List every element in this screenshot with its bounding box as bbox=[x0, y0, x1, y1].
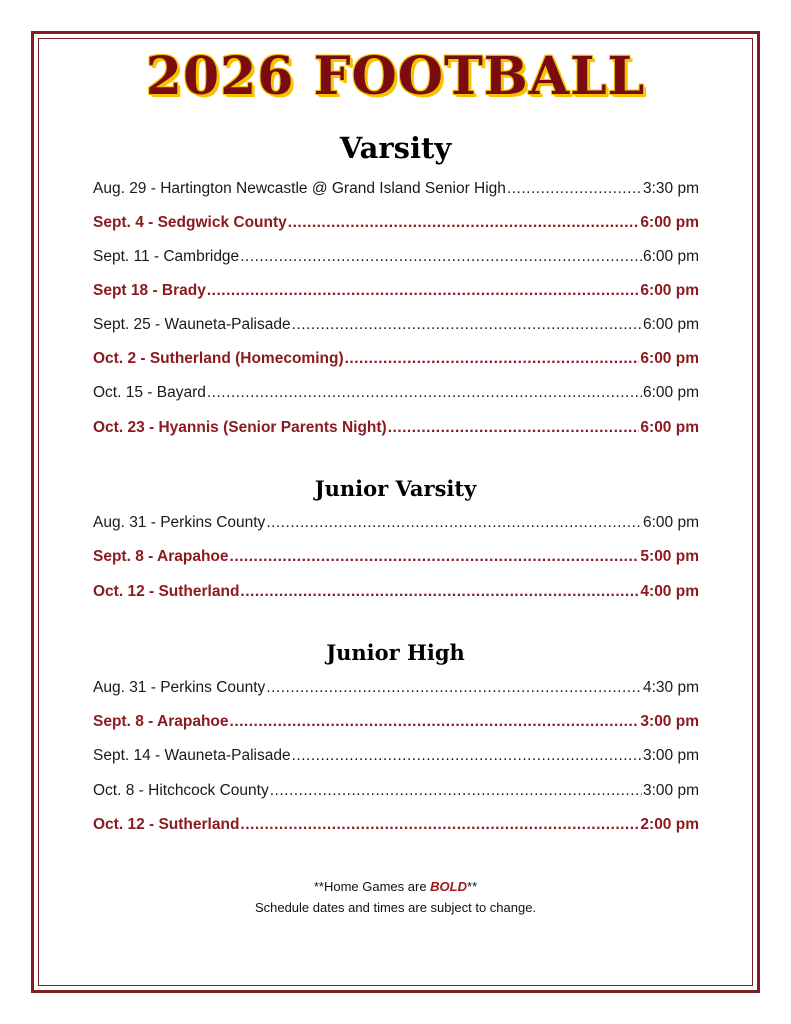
game-time: 3:30 pm bbox=[642, 180, 699, 197]
game-row bbox=[93, 583, 699, 605]
game-time: 4:00 pm bbox=[640, 583, 699, 600]
game-row bbox=[93, 248, 699, 270]
game-time: 2:00 pm bbox=[640, 816, 699, 833]
game-time: 6:00 pm bbox=[642, 514, 699, 531]
home-games-note bbox=[0, 879, 791, 894]
section-heading-junior-high: Junior High bbox=[326, 640, 465, 665]
game-label: Sept. 4 - Sedgwick County bbox=[93, 214, 287, 231]
section-heading-varsity: Varsity bbox=[339, 131, 452, 165]
game-time: 6:00 pm bbox=[642, 384, 699, 401]
game-row bbox=[93, 816, 699, 838]
game-label: Sept. 8 - Arapahoe bbox=[93, 713, 229, 730]
game-row bbox=[93, 514, 699, 536]
game-row bbox=[93, 350, 699, 372]
game-label: Sept 18 - Brady bbox=[93, 282, 206, 299]
game-row bbox=[93, 384, 699, 406]
game-row bbox=[93, 180, 699, 202]
game-label: Sept. 8 - Arapahoe bbox=[93, 548, 229, 565]
game-time: 6:00 pm bbox=[642, 316, 699, 333]
game-label: Oct. 8 - Hitchcock County bbox=[93, 782, 269, 799]
game-label: Oct. 12 - Sutherland bbox=[93, 816, 240, 833]
game-row bbox=[93, 782, 699, 804]
game-time: 4:30 pm bbox=[642, 679, 699, 696]
game-label: Oct. 15 - Bayard bbox=[93, 384, 206, 401]
game-time: 3:00 pm bbox=[640, 713, 699, 730]
game-label: Sept. 11 - Cambridge bbox=[93, 248, 240, 265]
game-row bbox=[93, 713, 699, 735]
game-label: Sept. 25 - Wauneta-Palisade bbox=[93, 316, 291, 333]
game-label: Aug. 29 - Hartington Newcastle @ Grand Island Senior High bbox=[93, 180, 506, 197]
game-label: Oct. 12 - Sutherland bbox=[93, 583, 240, 600]
game-time: 6:00 pm bbox=[640, 350, 699, 367]
game-row bbox=[93, 679, 699, 701]
game-label: Sept. 14 - Wauneta-Palisade bbox=[93, 747, 291, 764]
game-label: Aug. 31 - Perkins County bbox=[93, 679, 266, 696]
game-time: 3:00 pm bbox=[642, 747, 699, 764]
schedule-disclaimer: Schedule dates and times are subject to change. bbox=[254, 900, 537, 915]
game-time: 6:00 pm bbox=[640, 282, 699, 299]
game-row bbox=[93, 282, 699, 304]
game-label: Oct. 2 - Sutherland (Homecoming) bbox=[93, 350, 344, 367]
game-time: 5:00 pm bbox=[640, 548, 699, 565]
game-time: 3:00 pm bbox=[642, 782, 699, 799]
game-row bbox=[93, 548, 699, 570]
note-prefix: **Home Games are bbox=[313, 879, 431, 894]
game-time: 6:00 pm bbox=[642, 248, 699, 265]
page-title: 2026 FOOTBALL bbox=[145, 46, 646, 107]
note-bold: BOLD bbox=[430, 879, 468, 894]
game-label: Oct. 23 - Hyannis (Senior Parents Night) bbox=[93, 419, 387, 436]
game-row bbox=[93, 214, 699, 236]
game-row bbox=[93, 316, 699, 338]
game-time: 6:00 pm bbox=[640, 419, 699, 436]
game-label: Aug. 31 - Perkins County bbox=[93, 514, 266, 531]
section-heading-junior-varsity: Junior Varsity bbox=[314, 476, 477, 501]
note-suffix: ** bbox=[467, 879, 478, 894]
game-time: 6:00 pm bbox=[640, 214, 699, 231]
game-row bbox=[93, 419, 699, 441]
game-row bbox=[93, 747, 699, 769]
